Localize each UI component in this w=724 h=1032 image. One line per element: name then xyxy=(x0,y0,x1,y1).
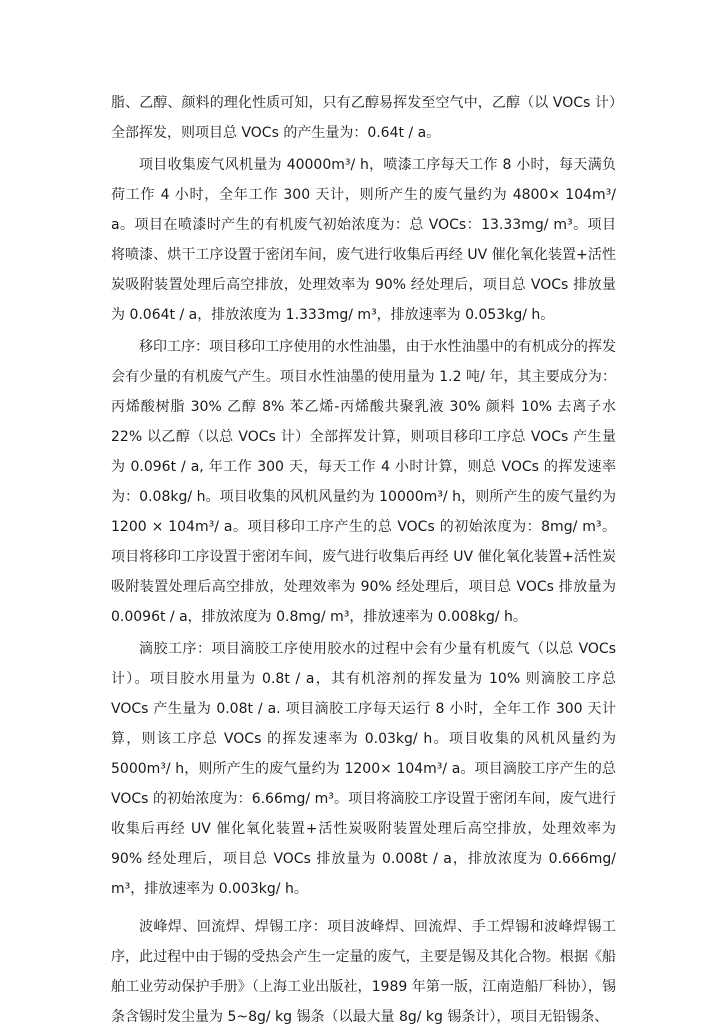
paragraph-4: 滴胶工序：项目滴胶工序使用胶水的过程中会有少量有机废气（以总 VOCs 计）。项目胶水用量为 0.8t / a，其有机溶剂的挥发量为 10% 则滴胶工序总 VOCs 产生量为 0.08t / a. 项目滴胶工序每天运行 8 小时，全年工作 300 天计算，则该工序总 VOCs 的挥发速率为 0.03kg/ h。项目收集的风机风量约为 5000m³/ h，则所产生的废气量约为 1200× 104m³/ a。项目滴胶工序产生的总 VOCs 的初始浓度为：6.66mg/ m³。项目将滴胶工序设置于密闭车间，废气进行收集后再经 UV 催化氧化装置+活性炭吸附装置处理后高空排放，处理效率为 90% 经处理后，项目总 VOCs 排放量为 0.008t / a，排放浓度为 0.666mg/ m³，排放速率为 0.003kg/ h。 xyxy=(111,641,616,897)
paragraph-3: 移印工序：项目移印工序使用的水性油墨，由于水性油墨中的有机成分的挥发会有少量的有机废气产生。项目水性油墨的使用量为 1.2 吨/ 年，其主要成分为：丙烯酸树脂 30% 乙醇 8% 苯乙烯-丙烯酸共聚乳液 30% 颜料 10% 去离子水 22% 以乙醇（以总 VOCs 计）全部挥发计算，则项目移印工序总 VOCs 产生量为 0.096t / a, 年工作 300 天，每天工作 4 小时计算，则总 VOCs 的挥发速率为：0.08kg/ h。项目收集的风机风量约为 10000m³/ h，则所产生的废气量约为 1200 × 104m³/ a。项目移印工序产生的总 VOCs 的初始浓度为：8mg/ m³。项目将移印工序设置于密闭车间，废气进行收集后再经 UV 催化氧化装置+活性炭吸附装置处理后高空排放，处理效率为 90% 经处理后，项目总 VOCs 排放量为 0.0096t / a，排放浓度为 0.8mg/ m³，排放速率为 0.008kg/ h。 xyxy=(111,339,616,625)
paragraph-5: 波峰焊、回流焊、焊锡工序：项目波峰焊、回流焊、手工焊锡和波峰焊锡工序，此过程中由于锡的受热会产生一定量的废气，主要是锡及其化合物。根据《船舶工业劳动保护手册》（上海工业出版社，1989 年第一版，江南造船厂科协），锡条含锡时发尘量为 5~8g/ kg 锡条（以最大量 8g/ kg 锡条计），项目无铅锡条、 xyxy=(111,919,616,1025)
paragraph-1: 脂、乙醇、颜料的理化性质可知，只有乙醇易挥发至空气中，乙醇（以 VOCs 计）全部挥发，则项目总 VOCs 的产生量为：0.64t / a。 xyxy=(111,95,616,141)
paragraph-2: 项目收集废气风机量为 40000m³/ h，喷漆工序每天工作 8 小时，每天满负荷工作 4 小时，全年工作 300 天计，则所产生的废气量约为 4800× 104m³/ a。项目在喷漆时产生的有机废气初始浓度为：总 VOCs：13.33mg/ m³。项目将喷漆、烘干工序设置于密闭车间，废气进行收集后再经 UV 催化氧化装置+活性炭吸附装置处理后高空排放，处理效率为 90% 经处理后，项目总 VOCs 排放量为 0.064t / a，排放浓度为 1.333mg/ m³，排放速率为 0.053kg/ h。 xyxy=(111,157,616,323)
